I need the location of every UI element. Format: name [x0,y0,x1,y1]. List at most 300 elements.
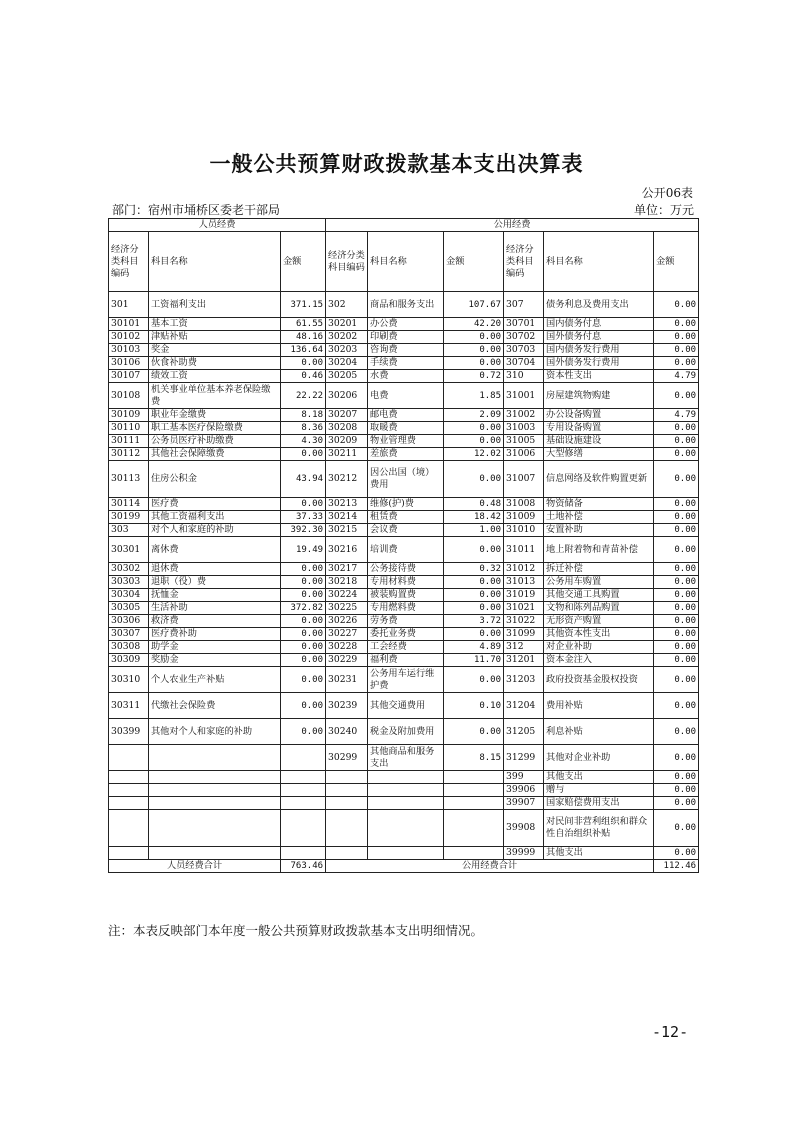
amount-cell: 0.00 [654,448,699,461]
subject-name-cell [368,847,444,860]
subject-name-cell: 土地补偿 [544,511,654,524]
amount-cell: 11.70 [444,654,504,667]
amount-cell: 19.49 [281,537,326,563]
amount-cell: 0.00 [654,602,699,615]
amount-cell: 136.64 [281,344,326,357]
amount-cell: 0.00 [281,563,326,576]
subject-code-cell: 30103 [109,344,149,357]
subject-name-cell: 办公设备购置 [544,409,654,422]
table-row [109,292,699,318]
subject-code-cell [109,847,149,860]
subject-name-cell: 邮电费 [368,409,444,422]
table-row [109,797,699,810]
table-code: 公开06表 [641,186,693,200]
amount-cell [281,797,326,810]
subject-name-cell: 其他对企业补助 [544,745,654,771]
amount-cell: 0.00 [444,628,504,641]
subject-code-cell: 30218 [326,576,368,589]
personnel-total-value: 763.46 [281,860,326,873]
subject-code-cell: 30108 [109,383,149,409]
amount-cell: 0.00 [654,498,699,511]
subject-code-cell: 30205 [326,370,368,383]
amount-cell: 0.00 [444,537,504,563]
amount-cell: 0.00 [654,537,699,563]
table-row [109,461,699,498]
table-row [109,615,699,628]
subject-code-cell: 30110 [109,422,149,435]
table-row [109,667,699,693]
amount-cell: 18.42 [444,511,504,524]
subject-name-cell: 债务利息及费用支出 [544,292,654,318]
subject-name-cell [368,797,444,810]
amount-cell: 0.00 [654,615,699,628]
amount-cell [281,745,326,771]
subject-code-cell: 30702 [504,331,544,344]
subject-name-cell: 基本工资 [149,318,281,331]
subject-name-cell: 租赁费 [368,511,444,524]
subject-name-cell: 利息补贴 [544,719,654,745]
amount-cell: 0.00 [654,461,699,498]
subject-name-cell: 其他支出 [544,847,654,860]
subject-code-cell: 30231 [326,667,368,693]
table-row [109,498,699,511]
subject-name-cell: 其他交通工具购置 [544,589,654,602]
amount-cell [281,771,326,784]
amount-cell: 0.00 [654,344,699,357]
subject-name-cell [149,847,281,860]
subject-code-cell: 302 [326,292,368,318]
subject-name-cell: 培训费 [368,537,444,563]
subject-code-cell: 312 [504,641,544,654]
personnel-header: 人员经费 [109,219,326,232]
subject-name-cell: 国内债务付息 [544,318,654,331]
subject-code-cell: 30102 [109,331,149,344]
subject-name-cell: 物业管理费 [368,435,444,448]
amount-cell [444,771,504,784]
subject-code-cell: 31099 [504,628,544,641]
subject-code-cell: 31006 [504,448,544,461]
subject-name-cell: 职工基本医疗保险缴费 [149,422,281,435]
table-row [109,719,699,745]
subject-name-cell: 职业年金缴费 [149,409,281,422]
amount-cell: 372.82 [281,602,326,615]
subject-name-cell: 物资储备 [544,498,654,511]
department-label: 部门： [112,203,149,217]
table-row [109,331,699,344]
subject-code-cell: 30213 [326,498,368,511]
subject-code-cell: 31012 [504,563,544,576]
amount-cell: 107.67 [444,292,504,318]
subject-code-cell: 30216 [326,537,368,563]
subject-code-cell: 31299 [504,745,544,771]
amount-cell: 0.00 [444,667,504,693]
subject-code-cell: 30207 [326,409,368,422]
amount-cell: 0.00 [444,422,504,435]
table-row [109,784,699,797]
subject-name-cell: 对个人和家庭的补助 [149,524,281,537]
subject-code-cell: 301 [109,292,149,318]
amount-cell: 0.00 [444,602,504,615]
subject-name-cell: 其他对个人和家庭的补助 [149,719,281,745]
amount-cell: 0.00 [654,745,699,771]
subject-name-cell [368,784,444,797]
amount-cell: 0.00 [654,318,699,331]
amount-cell: 0.00 [281,615,326,628]
table-row [109,422,699,435]
table-row [109,344,699,357]
subject-code-cell: 30109 [109,409,149,422]
column-header-row [109,232,699,292]
subject-name-cell: 津贴补贴 [149,331,281,344]
amount-cell: 3.72 [444,615,504,628]
name-header: 科目名称 [544,232,654,292]
subject-code-cell: 303 [109,524,149,537]
subject-code-cell: 31011 [504,537,544,563]
subject-code-cell: 30217 [326,563,368,576]
subject-code-cell: 31010 [504,524,544,537]
subject-code-cell: 30203 [326,344,368,357]
subject-code-cell: 30307 [109,628,149,641]
amount-cell: 392.30 [281,524,326,537]
subject-code-cell: 30399 [109,719,149,745]
table-row [109,524,699,537]
table-row [109,563,699,576]
subject-code-cell: 30201 [326,318,368,331]
amount-header: 金额 [444,232,504,292]
subject-name-cell: 退休费 [149,563,281,576]
subject-code-cell: 31204 [504,693,544,719]
amount-cell: 8.15 [444,745,504,771]
amount-cell: 0.00 [654,435,699,448]
amount-cell [444,784,504,797]
subject-code-cell: 30703 [504,344,544,357]
subject-code-cell: 30309 [109,654,149,667]
subject-code-cell: 30206 [326,383,368,409]
amount-cell: 0.00 [281,693,326,719]
personnel-total-label: 人员经费合计 [109,860,281,873]
amount-cell: 0.32 [444,563,504,576]
subject-name-cell: 差旅费 [368,448,444,461]
subject-name-cell: 维修(护)费 [368,498,444,511]
table-row [109,771,699,784]
table-row [109,448,699,461]
table-row [109,383,699,409]
amount-header: 金额 [281,232,326,292]
subject-name-cell: 拆迁补偿 [544,563,654,576]
amount-cell: 0.00 [654,719,699,745]
table-row [109,693,699,719]
amount-cell: 2.09 [444,409,504,422]
code-header: 经济分类科目编码 [504,232,544,292]
subject-code-cell: 30101 [109,318,149,331]
subject-name-cell: 公务用车运行维护费 [368,667,444,693]
amount-cell: 0.00 [654,641,699,654]
subject-name-cell [368,810,444,847]
amount-cell: 0.00 [654,693,699,719]
subject-code-cell: 30111 [109,435,149,448]
amount-cell: 0.00 [444,357,504,370]
expenditure-table [108,218,699,873]
subject-code-cell: 30701 [504,318,544,331]
subject-name-cell: 电费 [368,383,444,409]
subject-name-cell [149,771,281,784]
subject-code-cell: 30240 [326,719,368,745]
subject-name-cell: 离休费 [149,537,281,563]
subject-name-cell: 对企业补助 [544,641,654,654]
subject-code-cell: 31005 [504,435,544,448]
subject-name-cell: 无形资产购置 [544,615,654,628]
subject-name-cell: 个人农业生产补贴 [149,667,281,693]
subject-name-cell: 机关事业单位基本养老保险缴费 [149,383,281,409]
subject-name-cell: 其他工资福利支出 [149,511,281,524]
subject-code-cell [326,784,368,797]
subject-code-cell: 30227 [326,628,368,641]
subject-name-cell: 印刷费 [368,331,444,344]
subject-code-cell: 30228 [326,641,368,654]
subject-code-cell: 30305 [109,602,149,615]
subject-code-cell: 30199 [109,511,149,524]
subject-code-cell: 30704 [504,357,544,370]
amount-cell: 0.00 [444,331,504,344]
subject-name-cell: 其他商品和服务支出 [368,745,444,771]
unit-label: 单位：万元 [633,203,694,217]
subject-code-cell [326,810,368,847]
amount-cell: 0.72 [444,370,504,383]
amount-cell: 0.48 [444,498,504,511]
department-line [112,201,280,218]
subject-name-cell: 被装购置费 [368,589,444,602]
subject-code-cell: 30202 [326,331,368,344]
subject-name-cell: 房屋建筑物购建 [544,383,654,409]
subject-code-cell [326,797,368,810]
subject-code-cell: 30211 [326,448,368,461]
page-title: 一般公共预算财政拨款基本支出决算表 [209,152,584,176]
subject-name-cell [149,784,281,797]
subject-name-cell: 大型修缮 [544,448,654,461]
amount-cell: 42.20 [444,318,504,331]
subject-name-cell: 水费 [368,370,444,383]
amount-cell: 4.79 [654,370,699,383]
subject-code-cell [109,745,149,771]
amount-cell: 61.55 [281,318,326,331]
amount-cell: 0.00 [444,461,504,498]
department-name: 宿州市埇桥区委老干部局 [148,203,281,217]
amount-cell: 48.16 [281,331,326,344]
table-row [109,511,699,524]
amount-cell [444,847,504,860]
amount-cell: 0.00 [444,576,504,589]
subject-name-cell: 委托业务费 [368,628,444,641]
subject-code-cell: 30308 [109,641,149,654]
subject-code-cell: 30106 [109,357,149,370]
subject-code-cell: 31019 [504,589,544,602]
table-row [109,576,699,589]
amount-cell [444,810,504,847]
subject-code-cell: 31021 [504,602,544,615]
subject-code-cell: 30306 [109,615,149,628]
subject-name-cell: 福利费 [368,654,444,667]
totals-row [109,860,699,873]
amount-cell: 1.00 [444,524,504,537]
subject-code-cell: 31203 [504,667,544,693]
subject-code-cell: 31009 [504,511,544,524]
table-row [109,537,699,563]
subject-name-cell: 会议费 [368,524,444,537]
subject-code-cell: 30304 [109,589,149,602]
amount-cell: 0.00 [654,383,699,409]
amount-cell: 0.00 [654,628,699,641]
subject-code-cell: 30215 [326,524,368,537]
amount-cell: 8.36 [281,422,326,435]
subject-code-cell: 30303 [109,576,149,589]
amount-cell: 0.00 [654,292,699,318]
subject-code-cell: 30107 [109,370,149,383]
subject-name-cell: 救济费 [149,615,281,628]
table-row [109,628,699,641]
subject-name-cell: 对民间非营利组织和群众性自治组织补贴 [544,810,654,847]
amount-cell: 0.00 [654,331,699,344]
subject-code-cell: 30229 [326,654,368,667]
subject-name-cell: 专用材料费 [368,576,444,589]
subject-name-cell: 地上附着物和青苗补偿 [544,537,654,563]
subject-name-cell: 公务用车购置 [544,576,654,589]
subject-name-cell: 其他交通费用 [368,693,444,719]
subject-name-cell: 其他资本性支出 [544,628,654,641]
subject-code-cell: 30299 [326,745,368,771]
amount-cell: 43.94 [281,461,326,498]
subject-name-cell [149,797,281,810]
code-header: 经济分类科目编码 [109,232,149,292]
page-number: -12- [652,1023,689,1041]
amount-cell: 0.00 [281,641,326,654]
subject-name-cell: 抚恤金 [149,589,281,602]
amount-cell: 4.30 [281,435,326,448]
amount-cell: 1.85 [444,383,504,409]
subject-code-cell: 310 [504,370,544,383]
amount-cell: 0.00 [654,563,699,576]
subject-code-cell: 31201 [504,654,544,667]
subject-code-cell: 30310 [109,667,149,693]
name-header: 科目名称 [149,232,281,292]
subject-name-cell: 资本金注入 [544,654,654,667]
subject-name-cell: 税金及附加费用 [368,719,444,745]
amount-cell: 0.00 [654,422,699,435]
amount-cell: 0.00 [281,667,326,693]
amount-cell: 371.15 [281,292,326,318]
amount-cell: 22.22 [281,383,326,409]
subject-code-cell: 30311 [109,693,149,719]
table-row [109,745,699,771]
subject-name-cell: 医疗费补助 [149,628,281,641]
subject-code-cell: 31013 [504,576,544,589]
subject-name-cell: 咨询费 [368,344,444,357]
subject-name-cell: 国外债务发行费用 [544,357,654,370]
amount-cell [281,784,326,797]
subject-name-cell: 代缴社会保险费 [149,693,281,719]
table-row [109,847,699,860]
subject-name-cell: 住房公积金 [149,461,281,498]
subject-code-cell: 30204 [326,357,368,370]
table-row [109,654,699,667]
amount-cell: 0.00 [654,847,699,860]
table-row [109,589,699,602]
subject-name-cell [368,771,444,784]
table-row [109,370,699,383]
table-row [109,318,699,331]
subject-name-cell: 费用补贴 [544,693,654,719]
public-total-label: 公用经费合计 [326,860,654,873]
subject-code-cell: 31022 [504,615,544,628]
amount-cell: 0.46 [281,370,326,383]
subject-code-cell: 30208 [326,422,368,435]
amount-cell: 0.00 [654,771,699,784]
amount-cell: 0.00 [654,810,699,847]
subject-name-cell: 商品和服务支出 [368,292,444,318]
subject-code-cell [109,771,149,784]
subject-name-cell: 国外债务付息 [544,331,654,344]
subject-name-cell: 基础设施建设 [544,435,654,448]
subject-name-cell: 公务接待费 [368,563,444,576]
amount-cell [281,810,326,847]
subject-code-cell: 30212 [326,461,368,498]
subject-name-cell [149,810,281,847]
subject-code-cell: 30301 [109,537,149,563]
subject-name-cell: 信息网络及软件购置更新 [544,461,654,498]
subject-name-cell: 文物和陈列品购置 [544,602,654,615]
subject-name-cell: 公务员医疗补助缴费 [149,435,281,448]
table-row [109,641,699,654]
code-header: 经济分类科目编码 [326,232,368,292]
amount-cell: 0.00 [654,511,699,524]
amount-cell: 8.18 [281,409,326,422]
subject-code-cell: 31002 [504,409,544,422]
amount-cell: 0.00 [654,357,699,370]
amount-cell: 4.89 [444,641,504,654]
amount-cell: 0.00 [444,435,504,448]
name-header: 科目名称 [368,232,444,292]
subject-name-cell: 其他支出 [544,771,654,784]
subject-code-cell: 399 [504,771,544,784]
subject-code-cell: 30214 [326,511,368,524]
subject-code-cell: 30112 [109,448,149,461]
subject-name-cell: 劳务费 [368,615,444,628]
subject-code-cell: 30225 [326,602,368,615]
subject-code-cell: 31205 [504,719,544,745]
amount-cell: 0.00 [281,719,326,745]
subject-name-cell: 专用设备购置 [544,422,654,435]
subject-code-cell: 30302 [109,563,149,576]
subject-name-cell: 因公出国（境）费用 [368,461,444,498]
amount-cell: 0.00 [281,654,326,667]
subject-name-cell: 赠与 [544,784,654,797]
subject-name-cell: 政府投资基金股权投资 [544,667,654,693]
amount-cell: 0.00 [444,344,504,357]
table-row [109,435,699,448]
subject-code-cell: 39907 [504,797,544,810]
amount-cell: 0.00 [654,797,699,810]
subject-name-cell: 医疗费 [149,498,281,511]
subject-name-cell: 办公费 [368,318,444,331]
amount-cell: 0.00 [281,498,326,511]
public-header: 公用经费 [326,219,699,232]
amount-cell: 4.79 [654,409,699,422]
subject-name-cell: 伙食补助费 [149,357,281,370]
public-total-value: 112.46 [654,860,699,873]
subject-code-cell: 39999 [504,847,544,860]
amount-cell: 0.00 [444,589,504,602]
subject-code-cell: 31003 [504,422,544,435]
subject-name-cell [149,745,281,771]
